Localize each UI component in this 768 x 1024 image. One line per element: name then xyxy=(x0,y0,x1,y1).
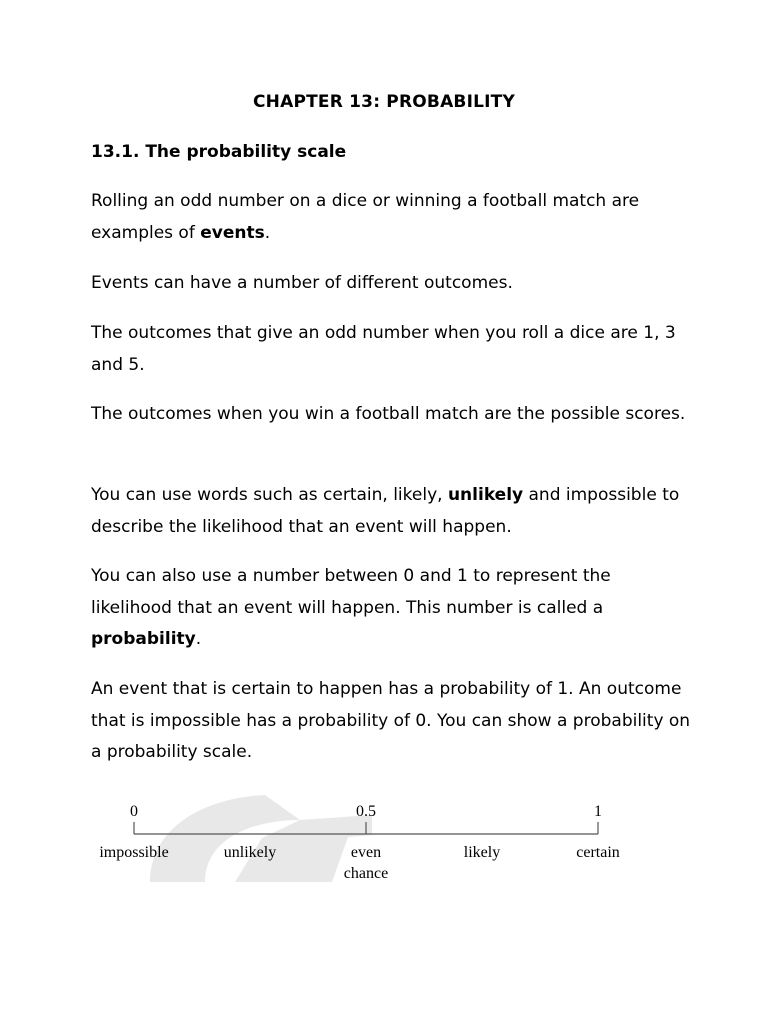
bold-term-events: events xyxy=(200,222,265,243)
paragraph-outcomes: Events can have a number of different outcomes. xyxy=(91,273,513,293)
probability-scale-svg xyxy=(0,790,768,900)
tick-label-1: 1 xyxy=(594,803,602,820)
tick-label-0: 0 xyxy=(130,803,138,820)
tick-label-half: 0.5 xyxy=(356,803,376,820)
label-unlikely: unlikely xyxy=(223,844,277,861)
bold-term-probability: probability xyxy=(91,629,196,649)
paragraph-text: Rolling an odd number on a dice or winning a football match are examples of xyxy=(91,191,640,243)
paragraph-text: . xyxy=(264,222,271,243)
paragraph-probability-definition xyxy=(91,561,691,656)
paragraph-odd-outcomes: The outcomes that give an odd number when you roll a dice are 1, 3 and 5. xyxy=(91,323,676,375)
paragraph-text: You can also use a number between 0 and 1 to represent the likelihood that an event will happen. This number is called a xyxy=(91,566,611,618)
label-even: even xyxy=(350,844,382,861)
paragraph-text: . xyxy=(195,629,202,649)
paragraph-text: You can use words such as certain, likely, xyxy=(91,485,448,505)
paragraph-events xyxy=(91,186,691,249)
paragraph-probability-scale: An event that is certain to happen has a probability of 1. An outcome that is impossible has a probability of 0. You can show a probability on a probability scale. xyxy=(91,679,691,762)
section-title: 13.1. The probability scale xyxy=(91,142,347,162)
label-impossible: impossible xyxy=(99,844,169,861)
label-certain: certain xyxy=(576,844,620,861)
label-likely: likely xyxy=(463,844,501,861)
bold-term-unlikely: unlikely xyxy=(447,485,524,505)
paragraph-likelihood-words xyxy=(91,480,691,543)
chapter-title: CHAPTER 13: PROBABILITY xyxy=(253,92,515,112)
paragraph-football-outcomes: The outcomes when you win a football match are the possible scores. xyxy=(91,404,686,424)
paragraph-text: and impossible to describe the likelihood that an event will happen. xyxy=(91,485,680,537)
watermark-logo xyxy=(150,795,372,882)
probability-scale-figure xyxy=(0,790,768,900)
label-chance: chance xyxy=(343,865,389,882)
